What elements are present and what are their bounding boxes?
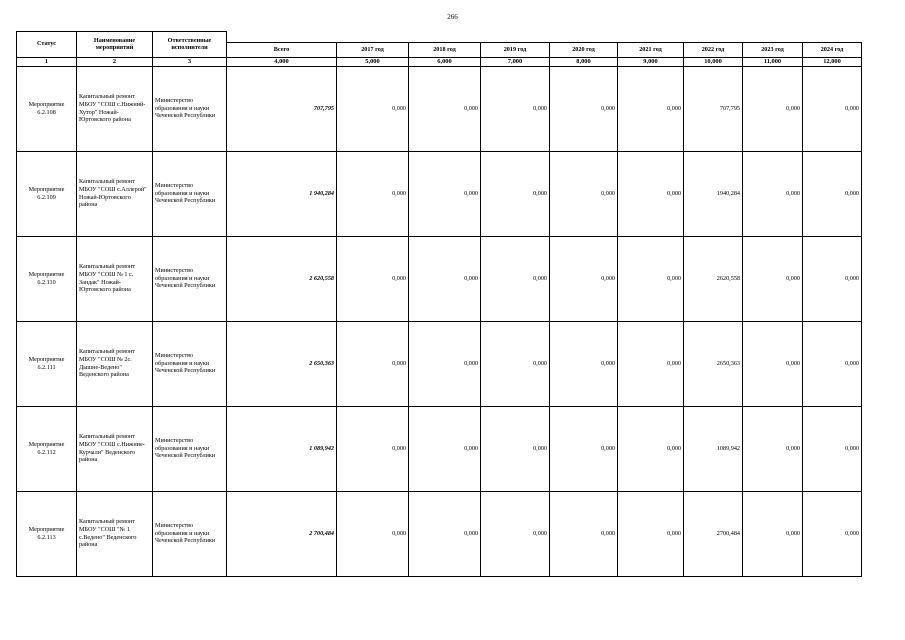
executor-cell: Министерство образования и науки Чеченской Республики: [153, 66, 227, 151]
header-year: 2018 год: [409, 42, 481, 57]
year-value-cell: 0,000: [409, 66, 481, 151]
year-value-cell: 0,000: [803, 406, 862, 491]
year-value-cell: 0,000: [337, 151, 409, 236]
year-value-cell: 0,000: [803, 66, 862, 151]
column-index-cell: 8,000: [550, 57, 618, 66]
header-year: 2021 год: [618, 42, 684, 57]
activity-name-cell: Капитальный ремонт МБОУ "СОШ "№ 1 с.Ведено" Веденского района: [77, 491, 153, 576]
year-value-cell: 0,000: [550, 236, 618, 321]
year-value-cell: 0,000: [481, 151, 550, 236]
year-value-cell: 0,000: [481, 406, 550, 491]
header-executors: Ответственные исполнители: [153, 32, 227, 58]
total-cell: 1 940,284: [227, 151, 337, 236]
status-cell: Мероприятие 6.2.113: [17, 491, 77, 576]
year-value-cell: 0,000: [803, 151, 862, 236]
year-value-cell: 0,000: [337, 321, 409, 406]
year-value-cell: 0,000: [618, 406, 684, 491]
table-row: [17, 236, 862, 321]
year-value-cell: 0,000: [409, 236, 481, 321]
activity-name-cell: Капитальный ремонт МБОУ "СОШ с.Нижний-Хутор" Ножай-Юртовского района: [77, 66, 153, 151]
year-value-cell: 0,000: [550, 151, 618, 236]
year-value-cell: 2700,484: [684, 491, 743, 576]
year-value-cell: 0,000: [409, 321, 481, 406]
column-index-cell: 9,000: [618, 57, 684, 66]
total-cell: 707,795: [227, 66, 337, 151]
column-index-cell: 6,000: [409, 57, 481, 66]
year-value-cell: 0,000: [337, 406, 409, 491]
column-index-cell: 7,000: [481, 57, 550, 66]
header-year: 2024 год: [803, 42, 862, 57]
year-value-cell: 0,000: [743, 236, 803, 321]
table-row: [17, 406, 862, 491]
year-value-cell: 0,000: [618, 151, 684, 236]
table-row: [17, 321, 862, 406]
year-value-cell: 0,000: [803, 236, 862, 321]
table-row: [17, 151, 862, 236]
year-value-cell: 0,000: [618, 66, 684, 151]
page-number: 266: [447, 13, 458, 21]
column-index-cell: 11,000: [743, 57, 803, 66]
year-value-cell: 2650,363: [684, 321, 743, 406]
header-year: 2017 год: [337, 42, 409, 57]
total-cell: 2 650,363: [227, 321, 337, 406]
year-value-cell: 0,000: [743, 321, 803, 406]
year-value-cell: 0,000: [743, 151, 803, 236]
column-index-cell: 3: [153, 57, 227, 66]
activity-name-cell: Капитальный ремонт МБОУ "СОШ с.Нижние-Курчали" Веденского района: [77, 406, 153, 491]
year-value-cell: 0,000: [337, 66, 409, 151]
header-year: 2022 год: [684, 42, 743, 57]
column-index-cell: 2: [77, 57, 153, 66]
year-value-cell: 0,000: [409, 491, 481, 576]
column-index-cell: 10,000: [684, 57, 743, 66]
total-cell: 1 089,942: [227, 406, 337, 491]
executor-cell: Министерство образования и науки Чеченской Республики: [153, 406, 227, 491]
table-row: [17, 491, 862, 576]
year-value-cell: 0,000: [481, 491, 550, 576]
year-value-cell: 0,000: [803, 491, 862, 576]
header-year: 2019 год: [481, 42, 550, 57]
year-value-cell: 0,000: [743, 491, 803, 576]
header-status: Статус: [17, 32, 77, 58]
status-cell: Мероприятие 6.2.108: [17, 66, 77, 151]
year-value-cell: 0,000: [803, 321, 862, 406]
year-value-cell: 0,000: [550, 406, 618, 491]
status-cell: Мероприятие 6.2.109: [17, 151, 77, 236]
header-funding-group: [227, 32, 862, 43]
executor-cell: Министерство образования и науки Чеченской Республики: [153, 236, 227, 321]
year-value-cell: 707,795: [684, 66, 743, 151]
column-index-cell: 5,000: [337, 57, 409, 66]
year-value-cell: 0,000: [550, 491, 618, 576]
header-name: Наименование мероприятий: [77, 32, 153, 58]
year-value-cell: 0,000: [618, 321, 684, 406]
total-cell: 2 700,484: [227, 491, 337, 576]
year-value-cell: 0,000: [550, 66, 618, 151]
year-value-cell: 0,000: [481, 66, 550, 151]
executor-cell: Министерство образования и науки Чеченской Республики: [153, 491, 227, 576]
total-cell: 2 620,558: [227, 236, 337, 321]
activity-name-cell: Капитальный ремонт МБОУ "СОШ с.Аллерой" Ножай-Юртовского района: [77, 151, 153, 236]
year-value-cell: 0,000: [409, 151, 481, 236]
year-value-cell: 0,000: [481, 321, 550, 406]
table-row: [17, 66, 862, 151]
year-value-cell: 1089,942: [684, 406, 743, 491]
status-cell: Мероприятие 6.2.111: [17, 321, 77, 406]
budget-table: [16, 31, 862, 577]
year-value-cell: 0,000: [337, 491, 409, 576]
year-value-cell: 0,000: [550, 321, 618, 406]
year-value-cell: 0,000: [481, 236, 550, 321]
header-year: Всего: [227, 42, 337, 57]
executor-cell: Министерство образования и науки Чеченской Республики: [153, 151, 227, 236]
year-value-cell: 0,000: [409, 406, 481, 491]
year-value-cell: 1940,284: [684, 151, 743, 236]
year-value-cell: 0,000: [618, 236, 684, 321]
activity-name-cell: Капитальный ремонт МБОУ "СОШ № 2с. Дышне-Ведено" Веденского района: [77, 321, 153, 406]
year-value-cell: 0,000: [618, 491, 684, 576]
year-value-cell: 2620,558: [684, 236, 743, 321]
year-value-cell: 0,000: [743, 406, 803, 491]
column-index-cell: 4,000: [227, 57, 337, 66]
year-value-cell: 0,000: [337, 236, 409, 321]
executor-cell: Министерство образования и науки Чеченской Республики: [153, 321, 227, 406]
year-value-cell: 0,000: [743, 66, 803, 151]
column-index-cell: 12,000: [803, 57, 862, 66]
header-year: 2023 год: [743, 42, 803, 57]
status-cell: Мероприятие 6.2.112: [17, 406, 77, 491]
column-index-cell: 1: [17, 57, 77, 66]
status-cell: Мероприятие 6.2.110: [17, 236, 77, 321]
activity-name-cell: Капитальный ремонт МБОУ "СОШ № 1 с. Зандак" Ножай-Юртовского района: [77, 236, 153, 321]
header-year: 2020 год: [550, 42, 618, 57]
